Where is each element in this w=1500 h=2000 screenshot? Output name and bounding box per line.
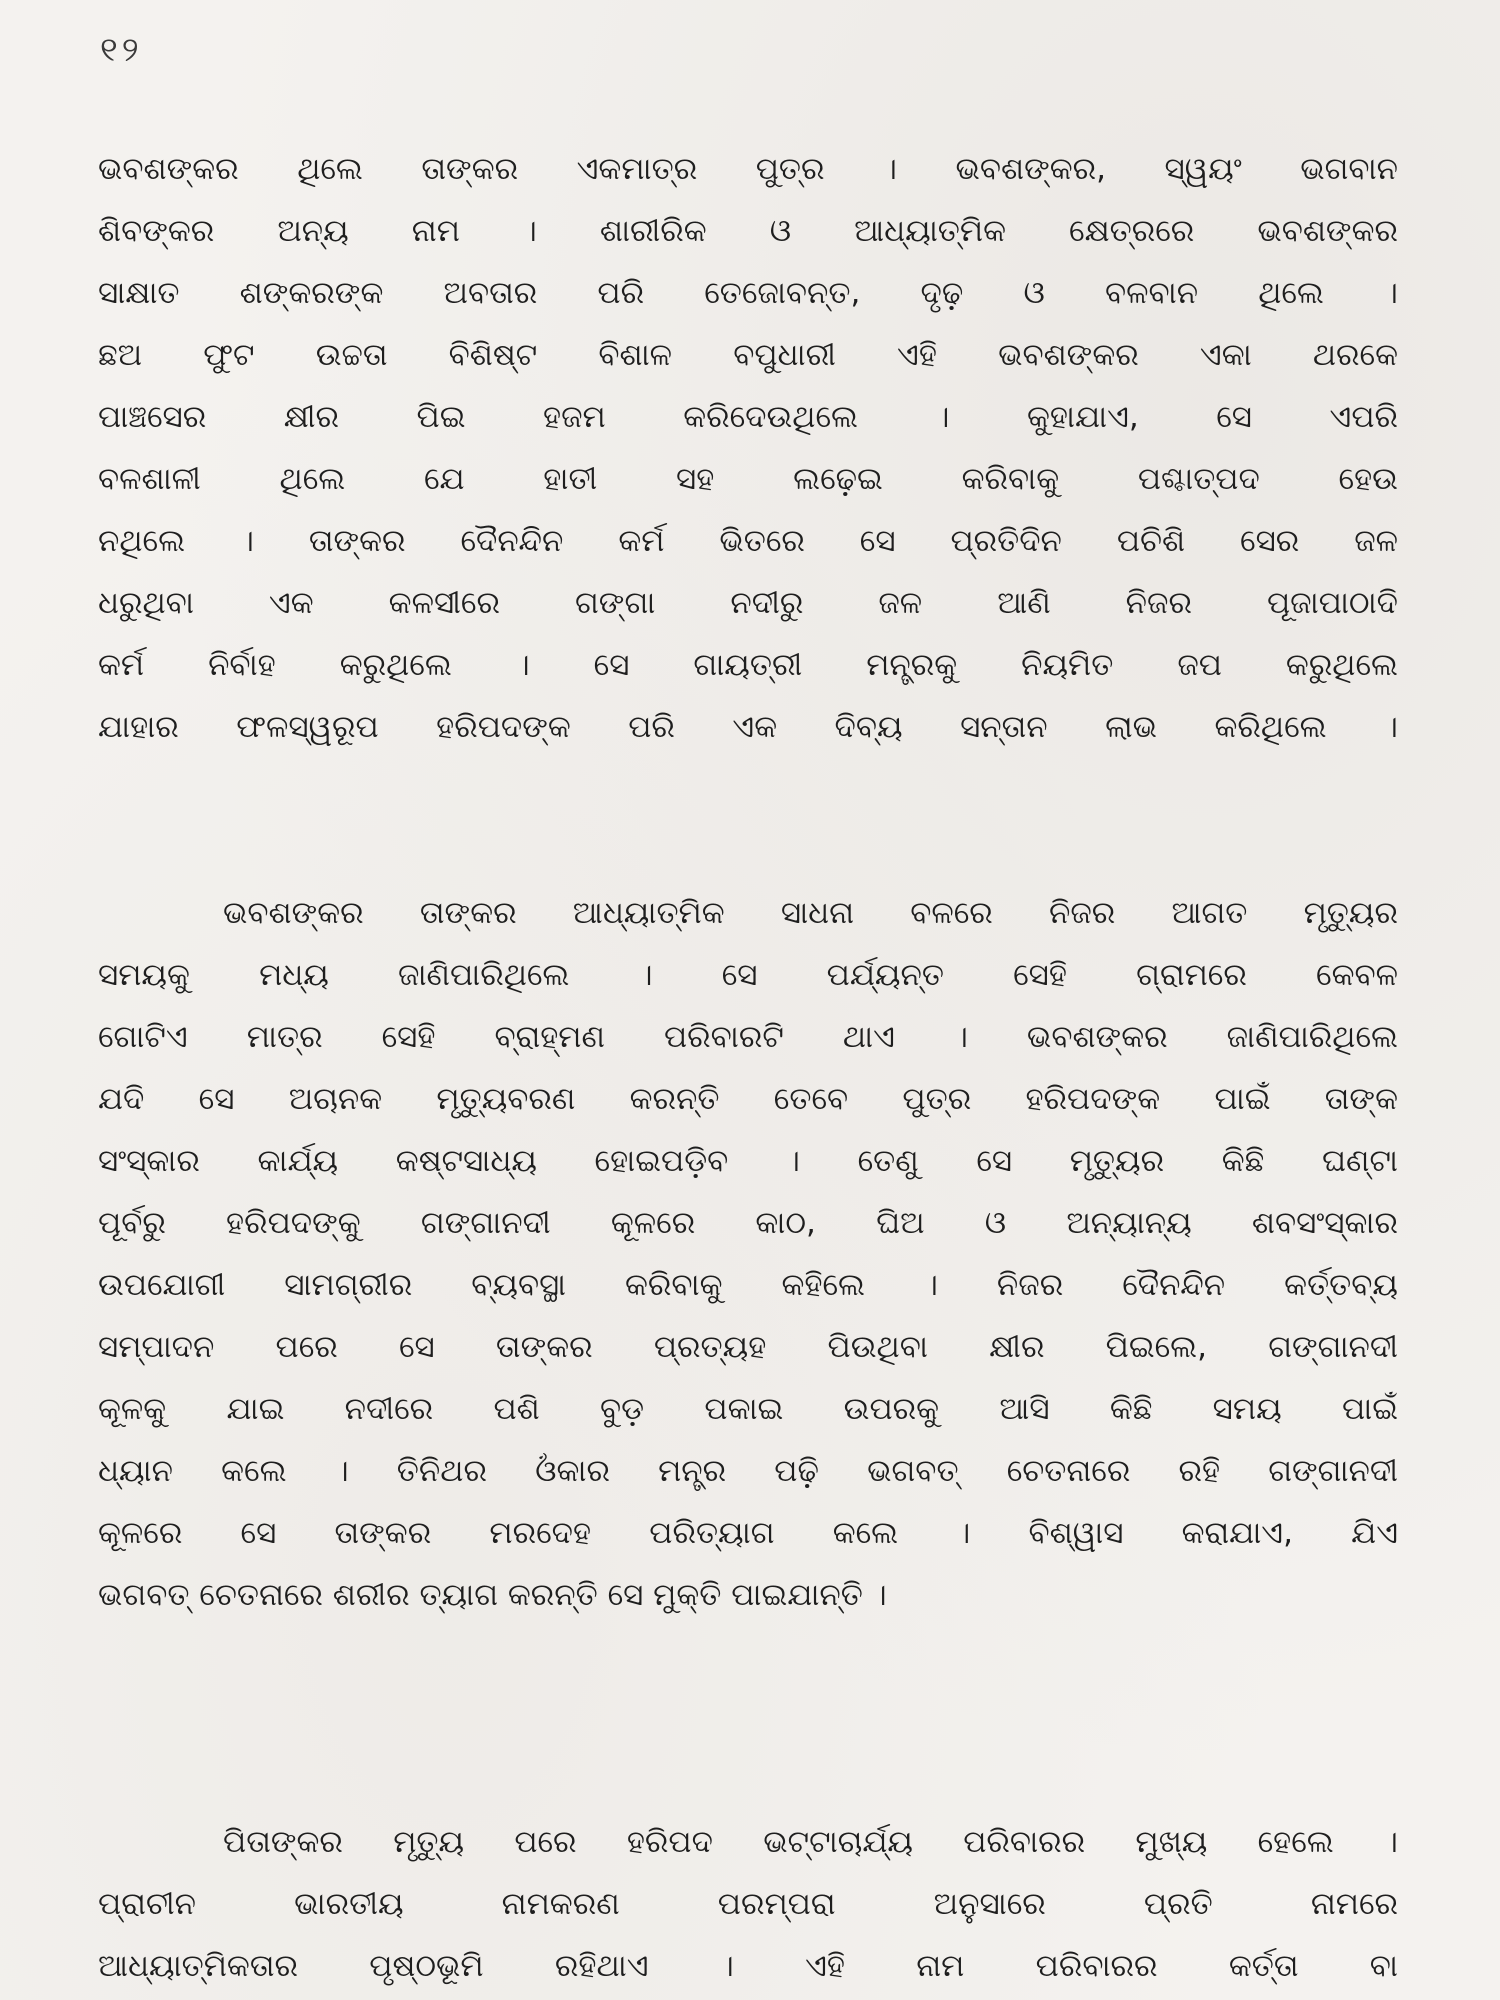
paragraph-1 — [98, 138, 1398, 758]
text-line: ଧ୍ୟାନ କଲେ । ତିନିଥର ଓଁକାର ମନ୍ତ୍ର ପଢ଼ି ଭଗବତ୍ ଚେତନାରେ ରହି ଗଙ୍ଗାନଦୀ — [98, 1453, 1398, 1489]
text-line: ପିତାଙ୍କର ମୃତ୍ୟୁ ପରେ ହରିପଦ ଭଟ୍ଟାଚାର୍ଯ୍ୟ ପରିବାରର ମୁଖ୍ୟ ହେଲେ । — [223, 1824, 1398, 1860]
text-line: କୂଳରେ ସେ ତାଙ୍କର ମରଦେହ ପରିତ୍ୟାଗ କଲେ । ବିଶ୍ୱାସ କରାଯାଏ, ଯିଏ — [98, 1515, 1398, 1551]
text-line: କର୍ମ ନିର୍ବାହ କରୁଥିଲେ । ସେ ଗାୟତ୍ରୀ ମନ୍ତ୍ରକୁ ନିୟମିତ ଜପ କରୁଥିଲେ — [98, 647, 1398, 683]
text-line: ସମ୍ପାଦନ ପରେ ସେ ତାଙ୍କର ପ୍ରତ୍ୟହ ପିଉଥିବା କ୍ଷୀର ପିଇଲେ, ଗଙ୍ଗାନଦୀ — [98, 1329, 1398, 1365]
text-line: ଯଦି ସେ ଅଚାନକ ମୃତ୍ୟୁବରଣ କରନ୍ତି ତେବେ ପୁତ୍ର ହରିପଦଙ୍କ ପାଇଁ ତାଙ୍କ — [98, 1081, 1398, 1117]
text-line: ପାଞ୍ଚସେର କ୍ଷୀର ପିଇ ହଜମ କରିଦେଉଥିଲେ । କୁହାଯାଏ, ସେ ଏପରି — [98, 399, 1398, 435]
paragraph-2 — [98, 882, 1398, 1626]
page-number: ୧୨ — [100, 30, 143, 70]
text-line: ଭଗବତ୍ ଚେତନାରେ ଶରୀର ତ୍ୟାଗ କରନ୍ତି ସେ ମୁକ୍ତି ପାଇଯାନ୍ତି । — [98, 1577, 887, 1613]
text-line: ଭବଶଙ୍କର ତାଙ୍କର ଆଧ୍ୟାତ୍ମିକ ସାଧନା ବଳରେ ନିଜର ଆଗତ ମୃତ୍ୟୁର — [223, 895, 1398, 931]
text-line: ଶିବଙ୍କର ଅନ୍ୟ ନାମ । ଶାରୀରିକ ଓ ଆଧ୍ୟାତ୍ମିକ କ୍ଷେତ୍ରରେ ଭବଶଙ୍କର — [98, 213, 1398, 249]
text-line: ବଳଶାଳୀ ଥିଲେ ଯେ ହାତୀ ସହ ଲଢ଼େଇ କରିବାକୁ ପଶ୍ଚାତ୍‌ପଦ ହେଉ — [98, 461, 1398, 497]
text-line: ଛଅ ଫୁଟ ଉଚ୍ଚତା ବିଶିଷ୍ଟ ବିଶାଳ ବପୁଧାରୀ ଏହି ଭବଶଙ୍କର ଏକା ଥରକେ — [98, 337, 1398, 373]
text-line: ନଥିଲେ । ତାଙ୍କର ଦୈନନ୍ଦିନ କର୍ମ ଭିତରେ ସେ ପ୍ରତିଦିନ ପଚିଶି ସେର ଜଳ — [98, 523, 1398, 559]
text-line: ପ୍ରାଚୀନ ଭାରତୀୟ ନାମକରଣ ପରମ୍ପରା ଅନୁସାରେ ପ୍ରତି ନାମରେ — [98, 1886, 1398, 1922]
paragraph-3 — [98, 1811, 1398, 1997]
text-line: ଯାହାର ଫଳସ୍ୱରୂପ ହରିପଦଙ୍କ ପରି ଏକ ଦିବ୍ୟ ସନ୍ତାନ ଲାଭ କରିଥିଲେ । — [98, 709, 1398, 745]
text-line: ଭବଶଙ୍କର ଥିଲେ ତାଙ୍କର ଏକମାତ୍ର ପୁତ୍ର । ଭବଶଙ୍କର, ସ୍ୱୟଂ ଭଗବାନ — [98, 151, 1398, 187]
text-line: ଉପଯୋଗୀ ସାମଗ୍ରୀର ବ୍ୟବସ୍ଥା କରିବାକୁ କହିଲେ । ନିଜର ଦୈନନ୍ଦିନ କର୍ତ୍ତବ୍ୟ — [98, 1267, 1398, 1303]
text-line: ଆଧ୍ୟାତ୍ମିକତାର ପୃଷ୍ଠଭୂମି ରହିଥାଏ । ଏହି ନାମ ପରିବାରର କର୍ତ୍ତା ବା — [98, 1948, 1398, 1984]
text-line: ସଂସ୍କାର କାର୍ଯ୍ୟ କଷ୍ଟସାଧ୍ୟ ହୋଇପଡ଼ିବ । ତେଣୁ ସେ ମୃତ୍ୟୁର କିଛି ଘଣ୍ଟା — [98, 1143, 1398, 1179]
text-line: କୂଳକୁ ଯାଇ ନଦୀରେ ପଶି ବୁଡ଼ ପକାଇ ଉପରକୁ ଆସି କିଛି ସମୟ ପାଇଁ — [98, 1391, 1398, 1427]
text-line: ସମୟକୁ ମଧ୍ୟ ଜାଣିପାରିଥିଲେ । ସେ ପର୍ଯ୍ୟନ୍ତ ସେହି ଗ୍ରାମରେ କେବଳ — [98, 957, 1398, 993]
text-line: ପୂର୍ବରୁ ହରିପଦଙ୍କୁ ଗଙ୍ଗାନଦୀ କୂଳରେ କାଠ, ଘିଅ ଓ ଅନ୍ୟାନ୍ୟ ଶବସଂସ୍କାର — [98, 1205, 1398, 1241]
text-line: ସାକ୍ଷାତ ଶଙ୍କରଙ୍କ ଅବତାର ପରି ତେଜୋବନ୍ତ, ଦୃଢ଼ ଓ ବଳବାନ ଥିଲେ । — [98, 275, 1398, 311]
text-line: ଧରୁଥିବା ଏକ କଳସୀରେ ଗଙ୍ଗା ନଦୀରୁ ଜଳ ଆଣି ନିଜର ପୂଜାପାଠାଦି — [98, 585, 1398, 621]
text-line: ଗୋଟିଏ ମାତ୍ର ସେହି ବ୍ରାହ୍ମଣ ପରିବାରଟି ଥାଏ । ଭବଶଙ୍କର ଜାଣିପାରିଥିଲେ — [98, 1019, 1398, 1055]
